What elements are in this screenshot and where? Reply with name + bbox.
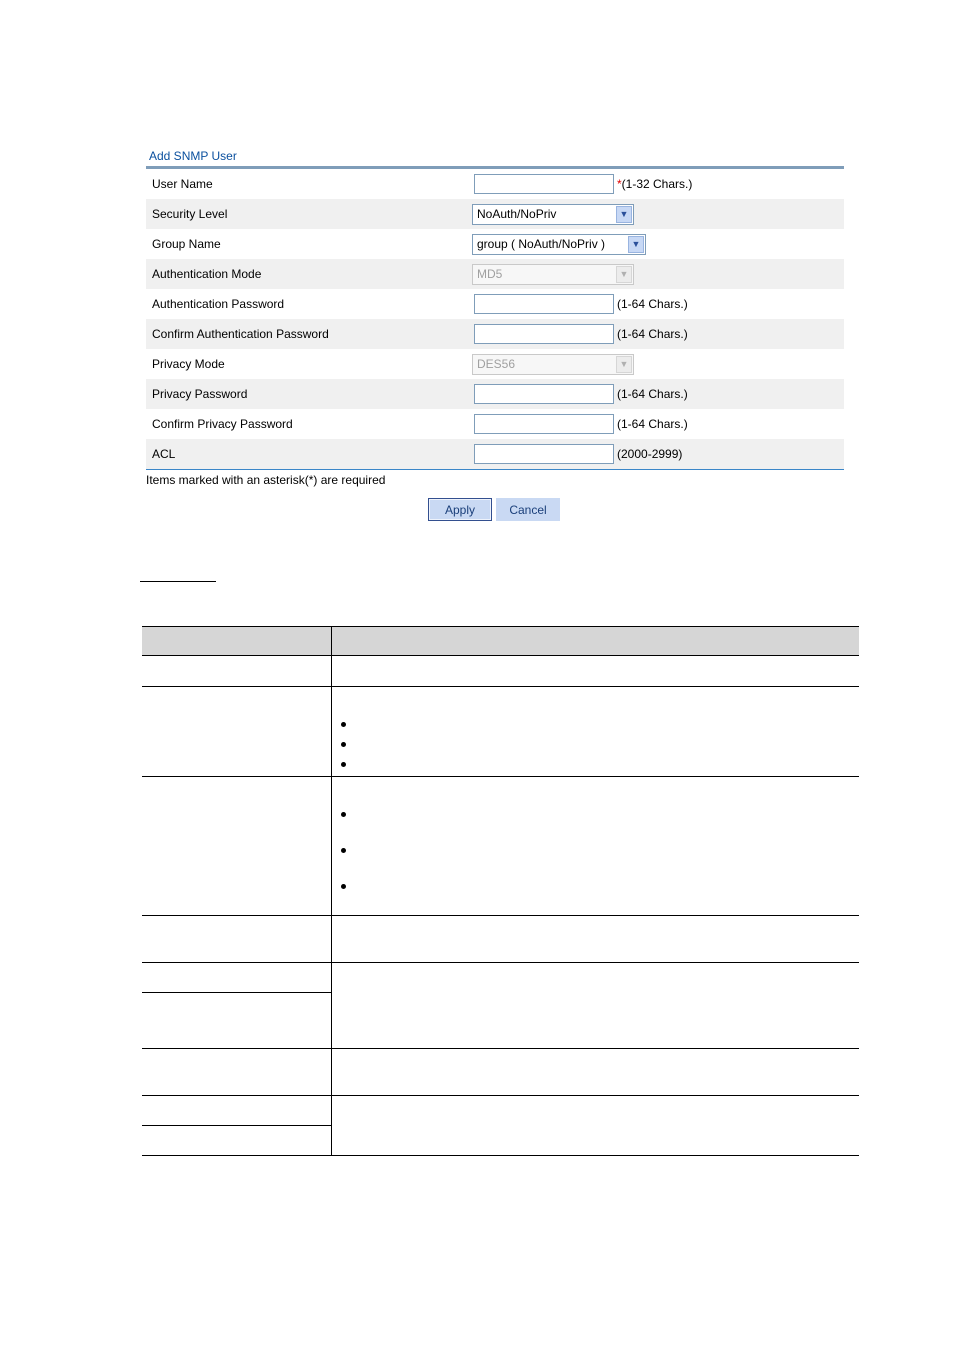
group-name-value: group ( NoAuth/NoPriv ) xyxy=(477,237,606,251)
apply-button[interactable]: Apply xyxy=(428,498,492,521)
authentication-mode-row xyxy=(146,259,844,289)
user-name-input[interactable] xyxy=(474,174,614,194)
confirm-privacy-password-input[interactable] xyxy=(474,414,614,434)
privacy-mode-select xyxy=(472,354,634,375)
group-name-select[interactable] xyxy=(472,234,646,255)
authentication-mode-label: Authentication Mode xyxy=(152,267,262,281)
row-divider xyxy=(142,915,859,916)
caption-underline xyxy=(140,581,216,582)
acl-label: ACL xyxy=(152,447,176,461)
authentication-mode-value: MD5 xyxy=(477,267,503,281)
row-divider xyxy=(142,686,859,687)
user-name-label: User Name xyxy=(152,177,213,191)
confirm-privacy-password-row xyxy=(146,409,844,439)
group-name-row xyxy=(146,229,844,259)
privacy-password-row xyxy=(146,379,844,409)
chevron-down-icon: ▼ xyxy=(616,356,632,373)
row-divider xyxy=(142,776,859,777)
row-divider xyxy=(142,1048,859,1049)
table-bottom-border xyxy=(142,1155,859,1156)
confirm-authentication-password-hint: (1-64 Chars.) xyxy=(617,327,688,341)
authentication-password-input[interactable] xyxy=(474,294,614,314)
chevron-down-icon[interactable]: ▼ xyxy=(616,206,632,223)
security-level-select[interactable] xyxy=(472,204,634,225)
privacy-mode-value: DES56 xyxy=(477,357,516,371)
confirm-authentication-password-input[interactable] xyxy=(474,324,614,344)
table-header-row xyxy=(142,626,859,656)
user-name-hint: (1-32 Chars.) xyxy=(621,177,693,191)
form-bottom-divider xyxy=(146,469,844,470)
privacy-mode-row xyxy=(146,349,844,379)
privacy-password-input[interactable] xyxy=(474,384,614,404)
bullet-icon xyxy=(341,742,346,747)
column-divider xyxy=(331,626,332,1156)
confirm-privacy-password-hint: (1-64 Chars.) xyxy=(617,417,688,431)
privacy-password-hint: (1-64 Chars.) xyxy=(617,387,688,401)
privacy-mode-label: Privacy Mode xyxy=(152,357,225,371)
acl-row xyxy=(146,439,844,469)
chevron-down-icon: ▼ xyxy=(616,266,632,283)
security-level-value: NoAuth/NoPriv xyxy=(477,207,557,221)
confirm-authentication-password-row xyxy=(146,319,844,349)
row-divider xyxy=(142,1095,859,1096)
security-level-row xyxy=(146,199,844,229)
required-note: Items marked with an asterisk(*) are required xyxy=(146,473,386,487)
authentication-password-label: Authentication Password xyxy=(152,297,285,311)
security-level-label: Security Level xyxy=(152,207,228,221)
group-name-label: Group Name xyxy=(152,237,221,251)
confirm-authentication-password-label: Confirm Authentication Password xyxy=(152,327,329,341)
authentication-password-hint: (1-64 Chars.) xyxy=(617,297,688,311)
privacy-password-label: Privacy Password xyxy=(152,387,248,401)
form-buttons xyxy=(428,498,560,521)
panel-title: Add SNMP User xyxy=(149,149,237,163)
row-divider xyxy=(142,1125,332,1126)
required-asterisk: * xyxy=(617,177,622,191)
acl-input[interactable] xyxy=(474,444,614,464)
acl-hint: (2000-2999) xyxy=(617,447,683,461)
bullet-icon xyxy=(341,762,346,767)
chevron-down-icon[interactable]: ▼ xyxy=(628,236,644,253)
add-snmp-user-panel xyxy=(146,146,844,517)
bullet-icon xyxy=(341,884,346,889)
description-table xyxy=(142,626,859,1156)
row-divider xyxy=(142,992,332,993)
cancel-button[interactable]: Cancel xyxy=(496,498,560,521)
bullet-icon xyxy=(341,812,346,817)
confirm-privacy-password-label: Confirm Privacy Password xyxy=(152,417,293,431)
bullet-icon xyxy=(341,722,346,727)
user-name-row xyxy=(146,169,844,199)
bullet-icon xyxy=(341,848,346,853)
authentication-password-row xyxy=(146,289,844,319)
row-divider xyxy=(142,962,859,963)
authentication-mode-select xyxy=(472,264,634,285)
